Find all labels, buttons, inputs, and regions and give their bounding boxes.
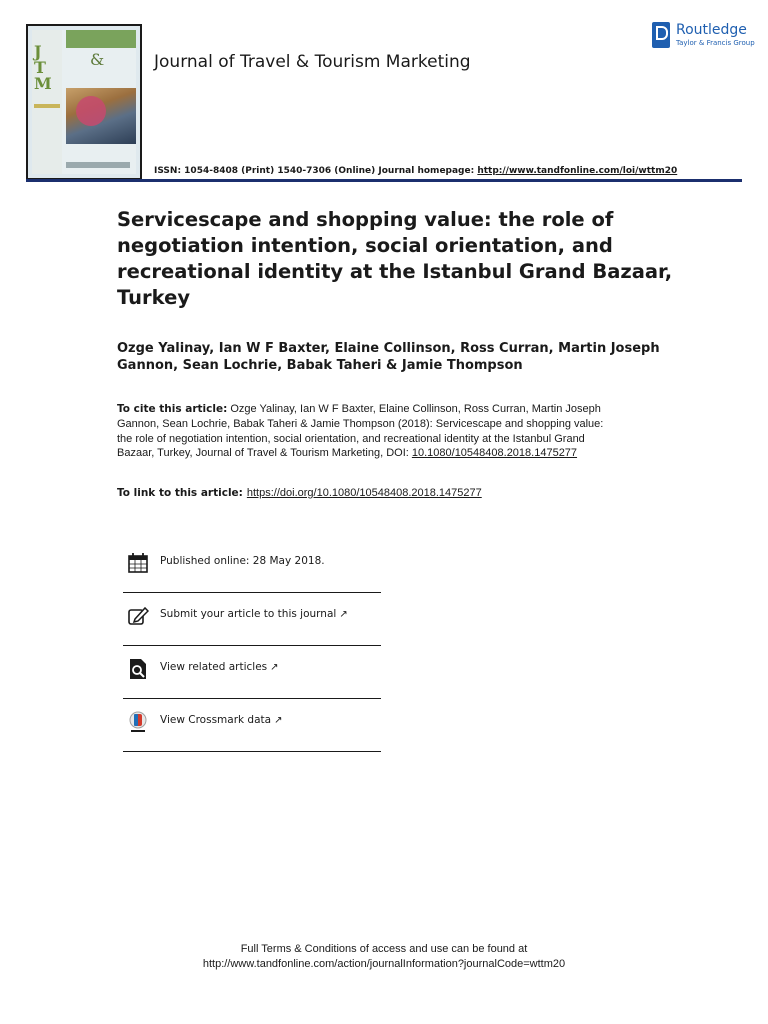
citation-block	[117, 402, 617, 461]
crossmark-label: View Crossmark data	[160, 714, 272, 726]
crossmark-link[interactable]	[160, 714, 282, 726]
external-link-icon: ↗	[339, 609, 348, 620]
footer-terms-url[interactable]: http://www.tandfonline.com/action/journalInformation?journalCode=wttm20	[202, 958, 566, 970]
cover-ampersand-icon: &	[90, 50, 105, 69]
edit-icon	[127, 605, 149, 627]
cover-photo	[66, 88, 136, 144]
cover-band	[66, 30, 136, 48]
external-link-icon: ↗	[270, 662, 279, 673]
cover-footer-bar	[66, 162, 130, 168]
issn-text: ISSN: 1054-8408 (Print) 1540-7306 (Online) Journal homepage:	[154, 166, 478, 176]
citation-label: To cite this article:	[117, 403, 228, 415]
article-link-block	[117, 487, 482, 499]
header-divider	[26, 179, 742, 182]
article-authors: Ozge Yalinay, Ian W F Baxter, Elaine Collinson, Ross Curran, Martin Joseph Gannon, Sean Lochrie, Babak Taheri & Jamie Thompson	[117, 341, 660, 373]
issn-line	[154, 166, 677, 176]
publisher-subtitle: Taylor & Francis Group	[676, 39, 755, 47]
search-document-icon	[127, 658, 149, 680]
submit-article-link[interactable]	[160, 608, 348, 620]
article-info-list	[123, 540, 381, 752]
crossmark-icon	[127, 711, 149, 733]
publisher-name: Routledge	[676, 22, 747, 38]
routledge-logo-icon	[652, 22, 670, 48]
external-link-icon: ↗	[274, 715, 283, 726]
footer-terms	[0, 942, 768, 972]
cover-strip	[34, 104, 60, 108]
info-item-related[interactable]	[123, 646, 381, 699]
journal-cover-thumbnail	[26, 24, 142, 180]
journal-title: Journal of Travel & Tourism Marketing	[154, 52, 471, 72]
related-articles-link[interactable]	[160, 661, 279, 673]
citation-doi-link[interactable]: 10.1080/10548408.2018.1475277	[411, 447, 578, 460]
cover-background	[32, 30, 136, 174]
info-item-submit[interactable]	[123, 593, 381, 646]
cover-logo-icon: J T M	[34, 42, 52, 93]
submit-article-label: Submit your article to this journal	[160, 608, 337, 620]
article-doi-link[interactable]: https://doi.org/10.1080/10548408.2018.1475277	[246, 487, 482, 499]
journal-homepage-link[interactable]: http://www.tandfonline.com/loi/wttm20	[477, 166, 678, 176]
cover-photo-detail	[76, 96, 106, 126]
citation-text: Ozge Yalinay, Ian W F Baxter, Elaine Collinson, Ross Curran, Martin Joseph Gannon, Sean Lochrie, Babak Taheri & Jamie Thompson (2018): Servicescape and shopping value: the role of negotiation intention, social orientation, and recreational identity at the Istanbul Grand Bazaar, Turkey, Journal of Travel & Tourism Marketing, DOI:	[117, 403, 604, 460]
article-title: Servicescape and shopping value: the role of negotiation intention, social orientation, and recreational identity at the Istanbul Grand Bazaar, Turkey	[117, 208, 673, 309]
info-item-crossmark[interactable]	[123, 699, 381, 752]
related-articles-label: View related articles	[160, 661, 268, 673]
footer-terms-line: Full Terms & Conditions of access and use can be found at	[240, 943, 528, 955]
info-item-published	[123, 540, 381, 593]
calendar-icon	[127, 552, 149, 574]
published-date: Published online: 28 May 2018.	[160, 555, 325, 567]
article-link-label: To link to this article:	[117, 487, 243, 499]
